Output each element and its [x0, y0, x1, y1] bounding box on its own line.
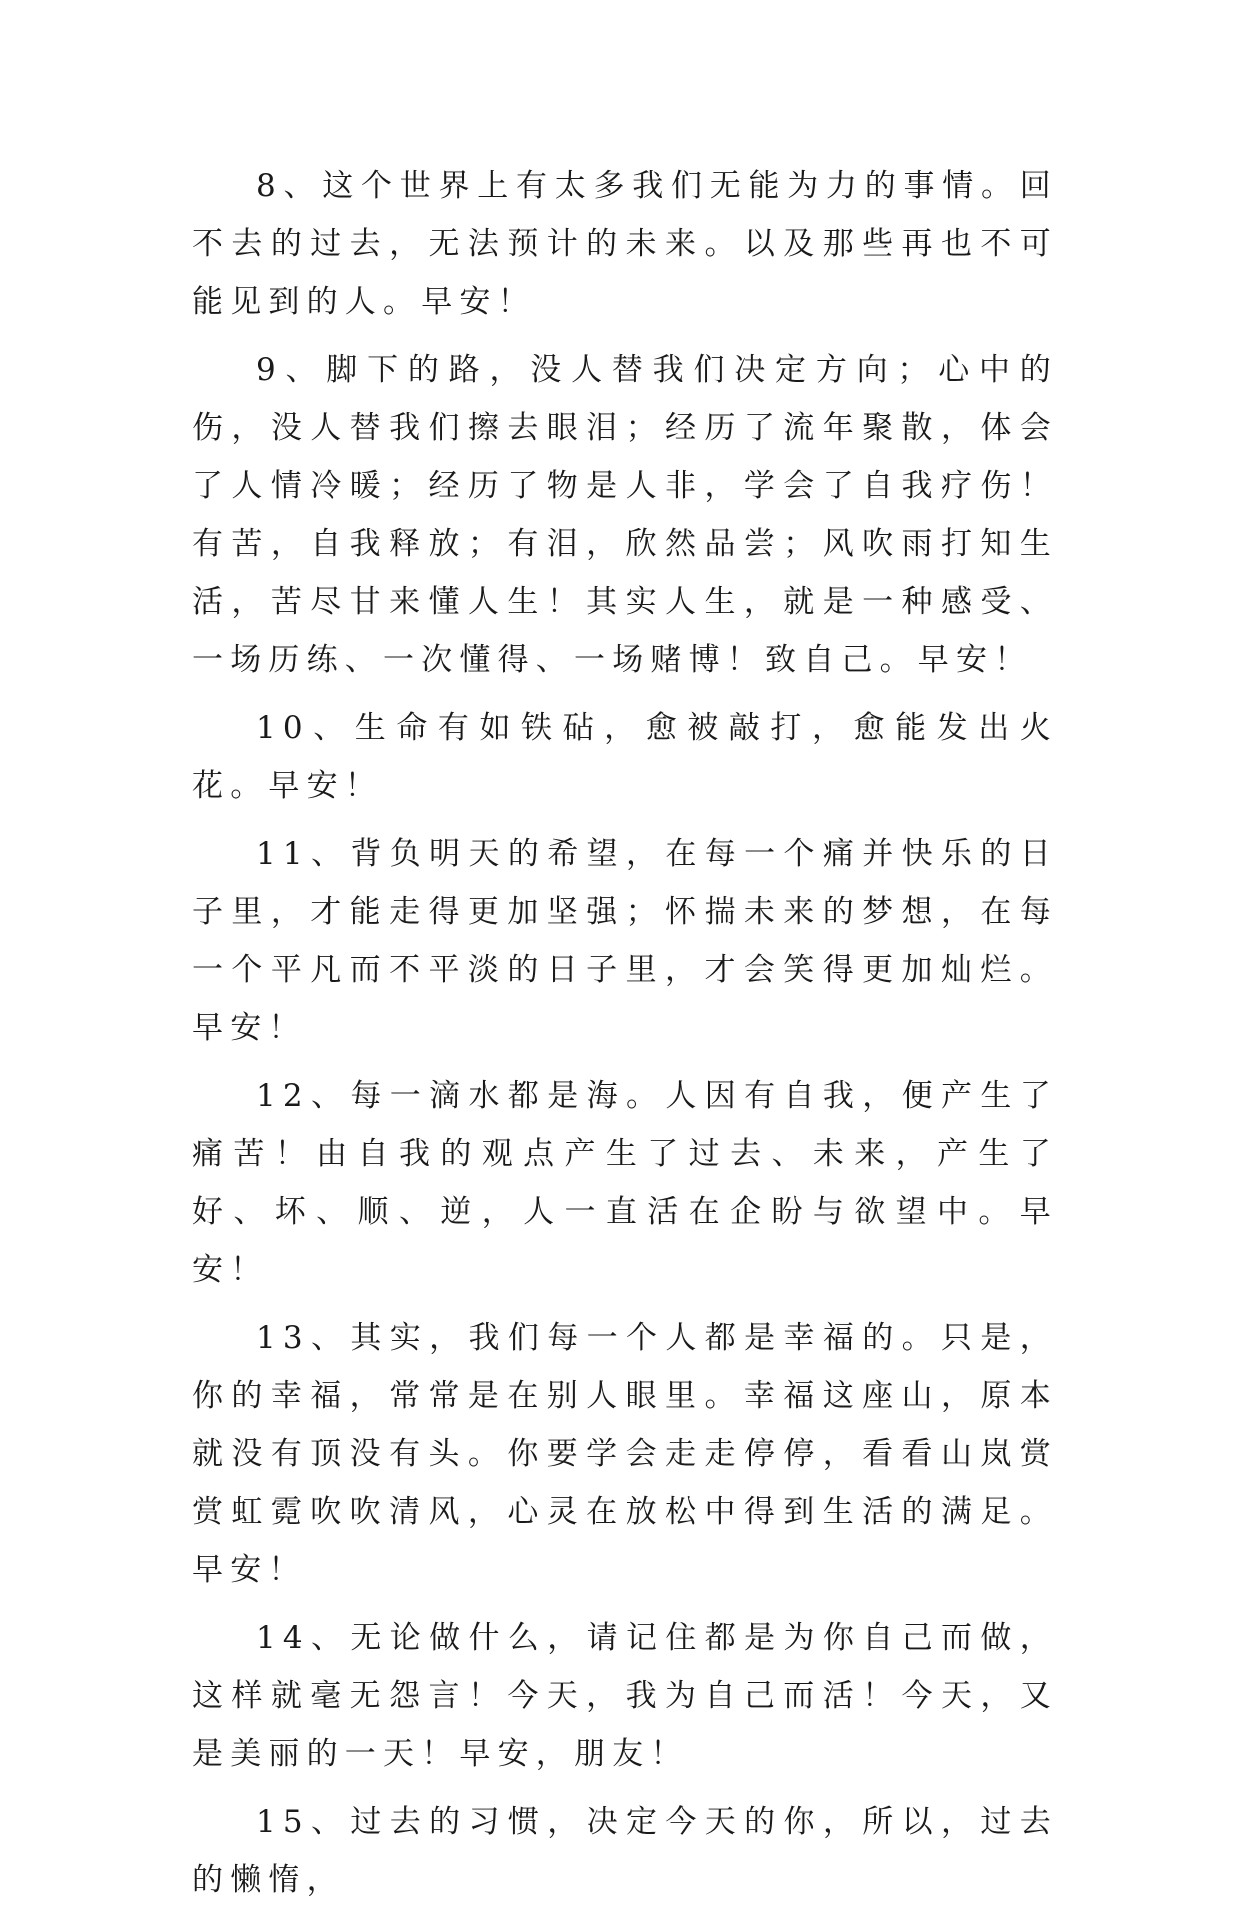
document-body: [192, 157, 1058, 1919]
paragraph-10: 10、生命有如铁砧，愈被敲打，愈能发出火花。早安！: [192, 710, 1058, 804]
paragraph-13: 13、其实，我们每一个人都是幸福的。只是，你的幸福，常常是在别人眼里。幸福这座山，原本就没有顶没有头。你要学会走走停停，看看山岚赏赏虹霓吹吹清风，心灵在放松中得到生活的满足。早安！: [192, 1320, 1058, 1588]
paragraph-15: 15、过去的习惯，决定今天的你，所以，过去的懒惰，: [192, 1804, 1058, 1898]
paragraph-8: 8、这个世界上有太多我们无能为力的事情。回不去的过去，无法预计的未来。以及那些再也不可能见到的人。早安！: [192, 168, 1058, 320]
paragraph-12: 12、每一滴水都是海。人因有自我，便产生了痛苦！由自我的观点产生了过去、未来，产生了好、坏、顺、逆，人一直活在企盼与欲望中。早安！: [192, 1078, 1058, 1288]
paragraph-9: 9、脚下的路，没人替我们决定方向；心中的伤，没人替我们擦去眼泪；经历了流年聚散，体会了人情冷暖；经历了物是人非，学会了自我疗伤！有苦，自我释放；有泪，欣然品尝；风吹雨打知生活，苦尽甘来懂人生！其实人生，就是一种感受、一场历练、一次懂得、一场赌博！致自己。早安！: [192, 352, 1058, 678]
paragraph-14: 14、无论做什么，请记住都是为你自己而做，这样就毫无怨言！今天，我为自己而活！今天，又是美丽的一天！早安，朋友！: [192, 1620, 1058, 1772]
paragraph-11: 11、背负明天的希望，在每一个痛并快乐的日子里，才能走得更加坚强；怀揣未来的梦想，在每一个平凡而不平淡的日子里，才会笑得更加灿烂。早安！: [192, 836, 1058, 1046]
